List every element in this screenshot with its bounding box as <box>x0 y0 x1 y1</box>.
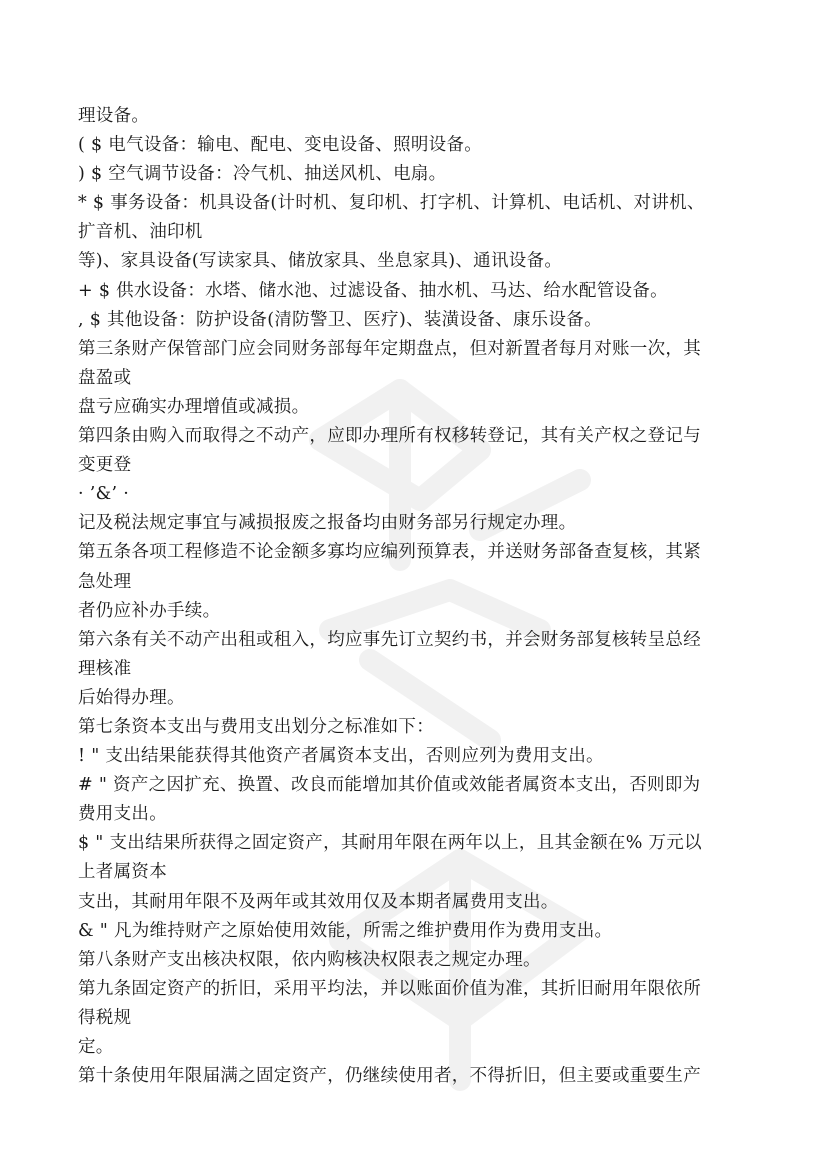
text-line: 支出，其耐用年限不及两年或其效用仅及本期者属费用支出。 <box>78 891 559 912</box>
text-line: 变更登 <box>78 455 132 476</box>
text-line: 第五条各项工程修造不论金额多寡均应编列预算表，并送财务部备查复核，其紧 <box>78 542 701 563</box>
text-line: 记及税法规定事宜与减损报废之报备均由财务部另行规定办理。 <box>78 513 577 534</box>
text-line: 者仍应补办手续。 <box>78 600 221 621</box>
text-line: * $ 事务设备：机具设备(计时机、复印机、打字机、计算机、电话机、对讲机、 <box>78 193 705 214</box>
text-line: 得税规 <box>78 1007 132 1028</box>
text-line: 第十条使用年限届满之固定资产，仍继续使用者，不得折旧，但主要或重要生产 <box>78 1066 701 1087</box>
text-line: 第六条有关不动产出租或租入，均应事先订立契约书，并会财务部复核转呈总经 <box>78 629 701 650</box>
text-line: 第三条财产保管部门应会同财务部每年定期盘点，但对新置者每月对账一次，其 <box>78 338 701 359</box>
text-line: 上者属资本 <box>78 862 167 883</box>
document-body <box>78 102 768 1091</box>
text-line: 第九条固定资产的折旧，采用平均法，并以账面价值为准，其折旧耐用年限依所 <box>78 978 701 999</box>
text-line: 后始得办理。 <box>78 687 185 708</box>
text-line: 第八条财产支出核决权限，依内购核决权限表之规定办理。 <box>78 949 541 970</box>
text-line: 扩音机、油印机 <box>78 222 203 243</box>
text-line: 急处理 <box>78 571 132 592</box>
text-line: 费用支出。 <box>78 804 167 825</box>
text-line: , $ 其他设备：防护设备(清防警卫、医疗)、装潢设备、康乐设备。 <box>78 309 602 330</box>
text-line: + $ 供水设备：水塔、储水池、过滤设备、抽水机、马达、给水配管设备。 <box>78 280 668 301</box>
text-line: ! " 支出结果能获得其他资产者属资本支出，否则应列为费用支出。 <box>78 746 604 767</box>
text-line: $ " 支出结果所获得之固定资产，其耐用年限在两年以上，且其金额在% 万元以 <box>78 833 702 854</box>
text-line: 理核准 <box>78 658 132 679</box>
text-line: 定。 <box>78 1037 114 1057</box>
text-line: 第七条资本支出与费用支出划分之标准如下： <box>78 716 434 737</box>
text-line: 等)、家具设备(写读家具、储放家具、坐息家具)、通讯设备。 <box>78 251 563 272</box>
text-line: 盘盈或 <box>78 367 132 388</box>
text-line: 第四条由购入而取得之不动产，应即办理所有权移转登记，其有关产权之登记与 <box>78 426 701 447</box>
text-line: # " 资产之因扩充、换置、改良而能增加其价值或效能者属资本支出，否则即为 <box>78 775 701 796</box>
text-line: ( $ 电气设备：输电、配电、变电设备、照明设备。 <box>78 135 483 156</box>
text-line: 理设备。 <box>78 106 150 126</box>
text-line: · ’&’ · <box>78 484 130 505</box>
text-line: & " 凡为维持财产之原始使用效能，所需之维护费用作为费用支出。 <box>78 920 613 941</box>
text-line: 盘亏应确实办理增值或减损。 <box>78 396 310 417</box>
text-line: ) $ 空气调节设备：冷气机、抽送风机、电扇。 <box>78 164 447 185</box>
